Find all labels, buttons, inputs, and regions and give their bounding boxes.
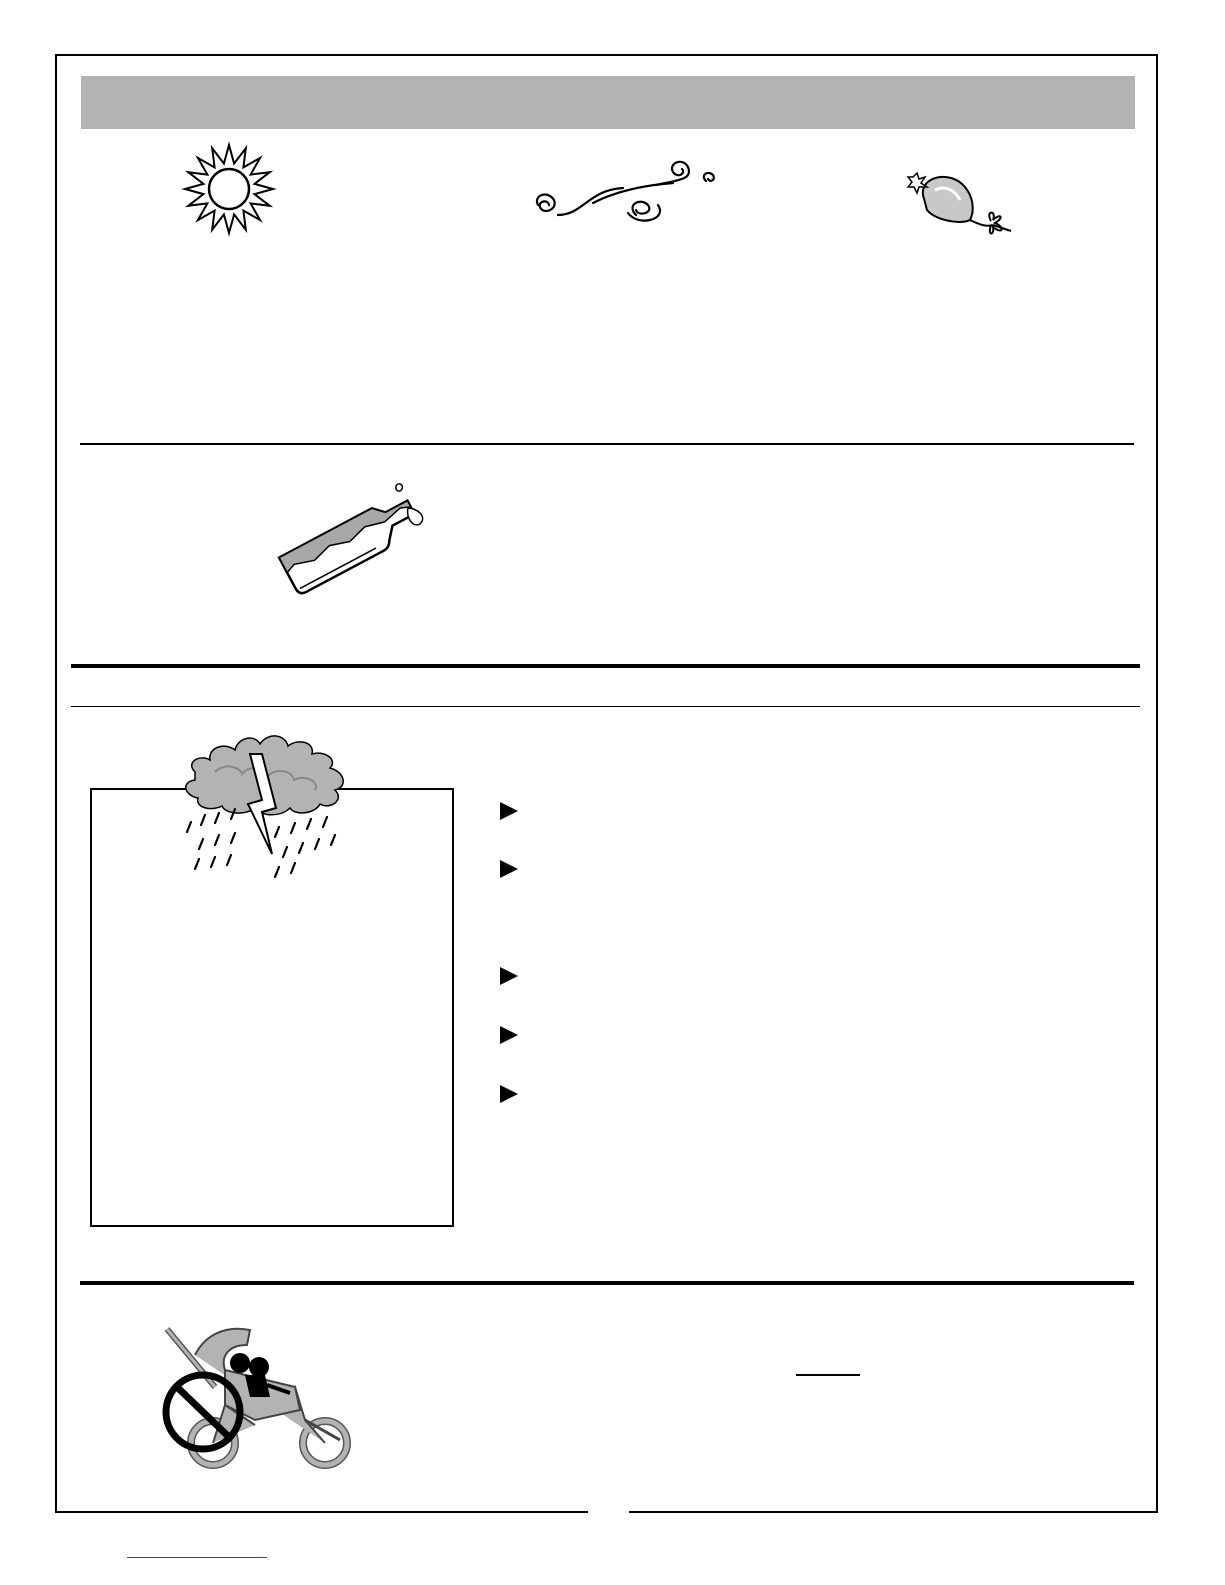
storm-cloud-icon bbox=[180, 732, 365, 887]
footer-link[interactable] bbox=[127, 1557, 267, 1558]
wind-icon bbox=[528, 155, 723, 230]
page-number-gap bbox=[588, 1505, 629, 1519]
bullet-marker bbox=[498, 1024, 520, 1046]
section-header-bar bbox=[81, 76, 1135, 129]
balloon-icon bbox=[905, 165, 1017, 245]
bullet-marker bbox=[498, 800, 520, 822]
section-divider-thin bbox=[71, 706, 1140, 707]
bullet-marker bbox=[498, 1083, 520, 1105]
bullet-marker bbox=[498, 858, 520, 880]
emphasis-underline bbox=[796, 1374, 860, 1376]
section-divider-thick bbox=[80, 1281, 1134, 1285]
section-divider bbox=[80, 443, 1134, 445]
sun-icon bbox=[183, 143, 275, 235]
bottle-icon bbox=[268, 478, 433, 583]
bullet-marker bbox=[498, 965, 520, 987]
section-divider-thick bbox=[71, 664, 1140, 668]
no-riding-stroller-icon bbox=[155, 1325, 355, 1475]
